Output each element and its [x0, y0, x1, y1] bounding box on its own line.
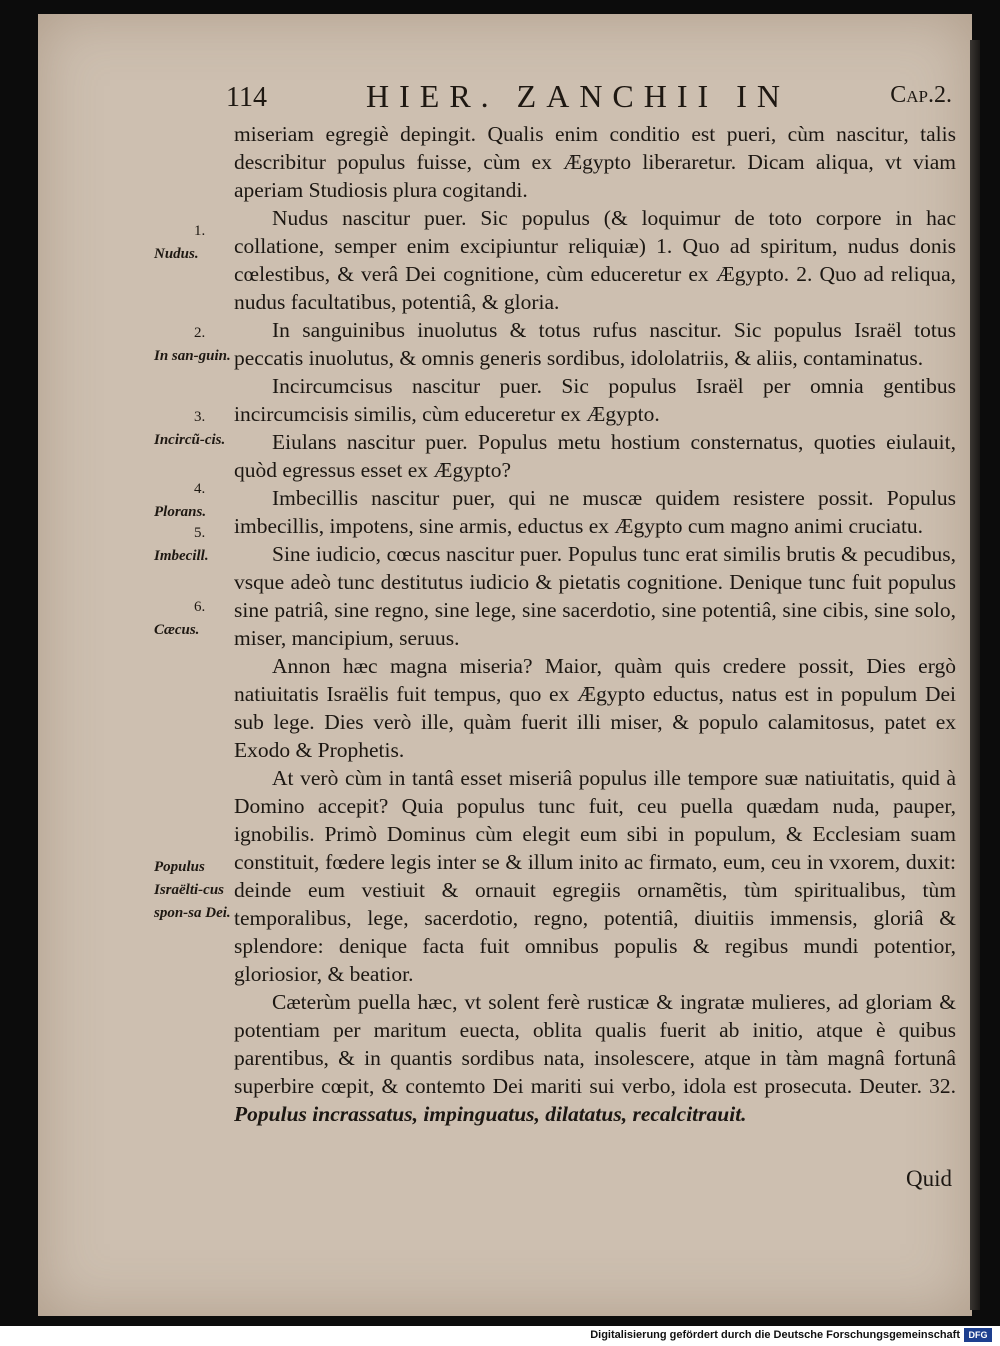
- margin-note: [150, 220, 232, 266]
- margin-note-label: Imbecill.: [154, 548, 209, 564]
- paragraph-text: Cæterùm puella hæc, vt solent ferè rusticæ & ingratæ mulieres, ad gloriam & potentiam per maritum euecta, oblita qualis fuerit ab initio, atque è quibus parentibus, & in quantis sordibus nata, insolescere, atque in tàm magnâ fortunâ superbire cœpit, & contemto Dei mariti sui verbo, idola est prosecuta. Deuter. 32.: [234, 990, 956, 1098]
- page-header: [226, 78, 952, 118]
- margin-note-label: Incircũ-cis.: [154, 432, 226, 448]
- margin-note-label: Populus Israëlti-cus spon-sa Dei.: [154, 859, 231, 921]
- scripture-quote: Populus incrassatus, impinguatus, dilatatus, recalcitrauit.: [234, 1102, 747, 1126]
- running-title: HIER. ZANCHII IN: [366, 78, 790, 114]
- margin-note-label: In san-guin.: [154, 348, 231, 364]
- paragraph: At verò cùm in tantâ esset miseriâ populus ille tempore suæ natiuitatis, quid à Domino accepit? Quia populus tunc fuit, ceu puella quædam nuda, pauper, ignobilis. Primò Dominus cùm elegit eum sibi in populum, & Ecclesiam suam constituit, fœdere legis inter se & illum inito ac firmato, eum, ceu in vxorem, duxit: deinde eum vestiuit & ornauit egregiis ornamẽtis, tùm spiritualibus, tùm temporalibus, lege, sacerdotio, regno, potentiâ, diuitiis immensis, gloriâ & splendore: denique facta fuit omnibus populis & regibus mundi potentior, gloriosior, & beatior.: [234, 766, 956, 986]
- margin-note: [150, 406, 232, 452]
- paragraph: Annon hæc magna miseria? Maior, quàm quis credere possit, Dies ergò natiuitatis Israëlis fuit tempus, quo ex Ægypto eductus, natus est in populum Dei sub lege. Dies verò ille, quàm fuerit illi miser, & populo calamitosus, patet ex Exodo & Prophetis.: [234, 654, 956, 762]
- footer-bar: [0, 1326, 1000, 1346]
- margin-note-number: 2.: [194, 325, 206, 341]
- paragraph: Eiulans nascitur puer. Populus metu hostium consternatus, quoties eiulauit, quòd egressus esset ex Ægypto?: [234, 430, 956, 482]
- margin-note: [150, 322, 232, 368]
- paragraph: miseriam egregiè depingit. Qualis enim conditio est pueri, cùm nascitur, talis describitur populus fuisse, cùm ex Ægypto liberaretur. Dicam aliqua, vt viam aperiam Studiosis plura cogitandi.: [234, 122, 956, 202]
- paragraph-last: [234, 988, 956, 1128]
- paragraph: In sanguinibus inuolutus & totus rufus nascitur. Sic populus Israël totus peccatis inuolutus, & omnis generis sordibus, idololatriis, & aliis, contaminatus.: [234, 318, 956, 370]
- margin-note-number: 5.: [194, 525, 206, 541]
- paragraph: Nudus nascitur puer. Sic populus (& loquimur de toto corpore in hac collatione, semper enim excipiuntur reliquiæ) 1. Quo ad spiritum, nudus donis cœlestibus, & verâ Dei cognitione, cùm educeretur ex Ægypto. 2. Quo ad reliqua, nudus facultatibus, potentiâ, & gloria.: [234, 206, 956, 314]
- margin-note-number: 6.: [194, 599, 206, 615]
- margin-note-label: Plorans.: [154, 504, 207, 520]
- funding-credit: Digitalisierung gefördert durch die Deutsche Forschungsgemeinschaft: [590, 1329, 960, 1341]
- margin-note-number: 4.: [194, 481, 206, 497]
- paragraph: Imbecillis nascitur puer, qui ne muscæ quidem resistere possit. Populus imbecillis, impotens, sine armis, eductus ex Ægypto cum magno animi cruciatu.: [234, 486, 956, 538]
- margin-note-number: 3.: [194, 409, 206, 425]
- paragraph: Incircumcisus nascitur puer. Sic populus Israël per omnia gentibus incircumcisis similis, cùm educeretur ex Ægypto.: [234, 374, 956, 426]
- margin-note: [150, 522, 232, 568]
- chapter-label: Cap.2.: [890, 82, 952, 108]
- body-text: [234, 120, 956, 1128]
- page-number: 114: [226, 82, 267, 113]
- page-edge: [970, 40, 980, 1310]
- catchword: Quid: [906, 1166, 952, 1191]
- margin-note: [150, 596, 232, 642]
- dfg-logo-icon: DFG: [964, 1328, 992, 1342]
- margin-note: [150, 478, 232, 524]
- margin-note-number: 1.: [194, 223, 206, 239]
- margin-note: [150, 856, 232, 925]
- margin-note-label: Nudus.: [154, 246, 199, 262]
- margin-note-label: Cæcus.: [154, 622, 200, 638]
- paragraph: Sine iudicio, cœcus nascitur puer. Populus tunc erat similis brutis & pecudibus, vsque adeò tunc destitutus iudicio & pietatis cognitione. Denique tunc fuit populus sine patriâ, sine regno, sine lege, sine sacerdotio, sine potentiâ, sine cibis, sine solo, miser, mancipium, seruus.: [234, 542, 956, 650]
